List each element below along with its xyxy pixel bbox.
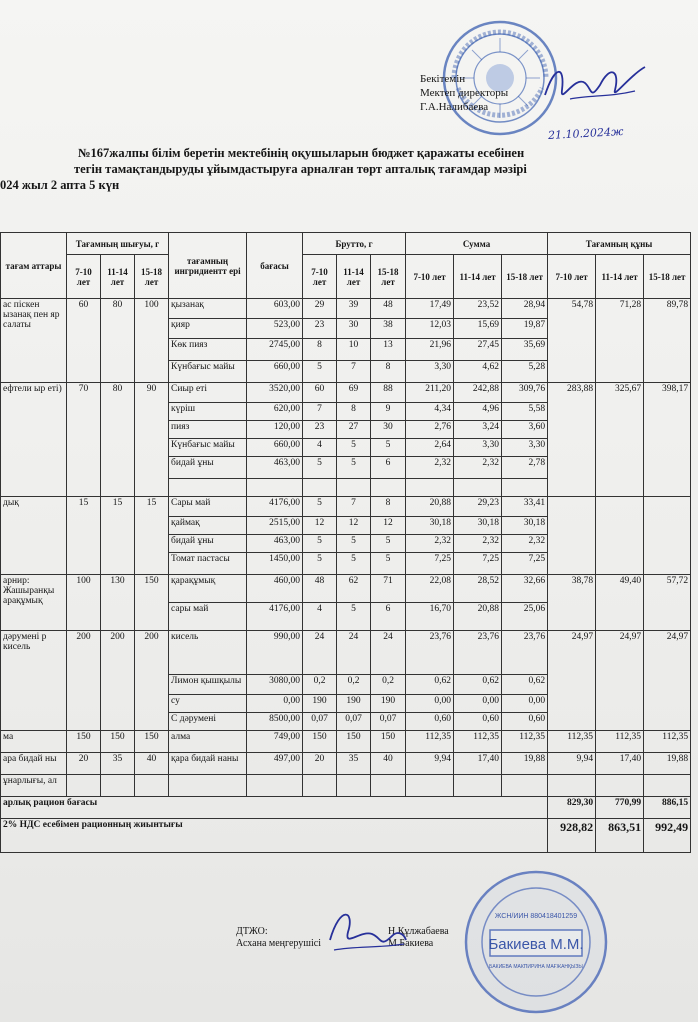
brutto-11-14: 24 xyxy=(337,631,371,675)
brutto-7-10: 5 xyxy=(303,457,337,479)
ingredient-name: С дәрумені xyxy=(169,713,247,731)
header-portion: Тағамның шығуы, г xyxy=(67,233,169,255)
cost-11-14: 17,40 xyxy=(596,753,644,775)
sum-7-10: 112,35 xyxy=(406,731,454,753)
sum-11-14: 15,69 xyxy=(454,319,502,339)
header-portion-age2: 11-14 лет xyxy=(101,255,135,299)
portion-11-14: 15 xyxy=(101,497,135,575)
brutto-11-14: 35 xyxy=(337,753,371,775)
brutto-11-14: 8 xyxy=(337,403,371,421)
sum-11-14: 7,25 xyxy=(454,553,502,575)
portion-7-10 xyxy=(67,775,101,797)
dish-name: ұнарлығы, ал xyxy=(1,775,67,797)
brutto-7-10: 0,2 xyxy=(303,675,337,695)
ingredient-name: Күнбағыс майы xyxy=(169,361,247,383)
ingredient-name: қаймақ xyxy=(169,517,247,535)
brutto-15-18: 6 xyxy=(371,603,406,631)
header-sum-age2: 11-14 лет xyxy=(454,255,502,299)
ingredient-price xyxy=(247,479,303,497)
brutto-15-18 xyxy=(371,479,406,497)
sum-15-18: 309,76 xyxy=(502,383,548,403)
signature-left-1: ДТЖО: xyxy=(236,926,268,937)
header-sum-age1: 7-10 лет xyxy=(406,255,454,299)
menu-row xyxy=(1,497,691,517)
sum-11-14: 29,23 xyxy=(454,497,502,517)
signature-left-2: Асхана меңгерушісі xyxy=(236,938,321,949)
sum-11-14: 27,45 xyxy=(454,339,502,361)
ingredient-name: Күнбағыс майы xyxy=(169,439,247,457)
ingredient-price: 460,00 xyxy=(247,575,303,603)
brutto-11-14: 10 xyxy=(337,339,371,361)
cost-7-10: 283,88 xyxy=(548,383,596,497)
sum-15-18 xyxy=(502,775,548,797)
portion-7-10: 60 xyxy=(67,299,101,383)
ingredient-price xyxy=(247,775,303,797)
ingredient-name: күріш xyxy=(169,403,247,421)
sum-11-14: 0,62 xyxy=(454,675,502,695)
cost-15-18 xyxy=(644,497,691,575)
cost-7-10: 54,78 xyxy=(548,299,596,383)
portion-15-18: 150 xyxy=(135,731,169,753)
sum-11-14 xyxy=(454,479,502,497)
portion-7-10: 100 xyxy=(67,575,101,631)
header-cost: Тағамның құны xyxy=(548,233,691,255)
brutto-11-14: 150 xyxy=(337,731,371,753)
brutto-7-10: 29 xyxy=(303,299,337,319)
sum-15-18: 5,58 xyxy=(502,403,548,421)
header-cost-age3: 15-18 лет xyxy=(644,255,691,299)
ingredient-name: су xyxy=(169,695,247,713)
header-sum-age3: 15-18 лет xyxy=(502,255,548,299)
portion-11-14: 150 xyxy=(101,731,135,753)
signature-left xyxy=(236,926,321,950)
approval-line-1: Бекітемін xyxy=(420,73,466,85)
sum-7-10: 21,96 xyxy=(406,339,454,361)
sum-7-10: 7,25 xyxy=(406,553,454,575)
sum-11-14: 3,30 xyxy=(454,439,502,457)
ingredient-price: 0,00 xyxy=(247,695,303,713)
brutto-15-18: 8 xyxy=(371,497,406,517)
portion-11-14: 200 xyxy=(101,631,135,731)
menu-row xyxy=(1,731,691,753)
ingredient-price: 463,00 xyxy=(247,535,303,553)
header-brutto-age3: 15-18 лет xyxy=(371,255,406,299)
portion-11-14: 35 xyxy=(101,753,135,775)
sum-15-18: 5,28 xyxy=(502,361,548,383)
brutto-7-10: 190 xyxy=(303,695,337,713)
ingredient-name: Сары май xyxy=(169,497,247,517)
brutto-15-18: 88 xyxy=(371,383,406,403)
approval-date: 21.10.2024ж xyxy=(547,125,624,142)
ration-total-2: 770,99 xyxy=(596,797,644,819)
ration-total-label: арлық рацион бағасы xyxy=(1,797,548,819)
sum-15-18 xyxy=(502,479,548,497)
dish-name: ма xyxy=(1,731,67,753)
brutto-15-18: 5 xyxy=(371,553,406,575)
brutto-15-18: 24 xyxy=(371,631,406,675)
header-portion-age3: 15-18 лет xyxy=(135,255,169,299)
dish-name: дәрумені р кисель xyxy=(1,631,67,731)
sum-11-14: 23,76 xyxy=(454,631,502,675)
sum-7-10: 2,32 xyxy=(406,535,454,553)
brutto-15-18: 30 xyxy=(371,421,406,439)
sum-11-14: 2,32 xyxy=(454,457,502,479)
ingredient-price: 990,00 xyxy=(247,631,303,675)
brutto-11-14: 12 xyxy=(337,517,371,535)
brutto-15-18: 190 xyxy=(371,695,406,713)
brutto-11-14: 30 xyxy=(337,319,371,339)
cost-7-10 xyxy=(548,775,596,797)
sum-7-10: 2,32 xyxy=(406,457,454,479)
ingredient-price: 2745,00 xyxy=(247,339,303,361)
sum-11-14: 0,60 xyxy=(454,713,502,731)
brutto-15-18: 13 xyxy=(371,339,406,361)
ingredient-price: 523,00 xyxy=(247,319,303,339)
brutto-7-10: 5 xyxy=(303,535,337,553)
canteen-stamp xyxy=(462,868,610,1016)
portion-15-18: 200 xyxy=(135,631,169,731)
dish-name: ефтели ыр еті) xyxy=(1,383,67,497)
page-title xyxy=(0,145,698,193)
brutto-15-18: 150 xyxy=(371,731,406,753)
brutto-15-18: 5 xyxy=(371,535,406,553)
sum-11-14: 2,32 xyxy=(454,535,502,553)
header-portion-age1: 7-10 лет xyxy=(67,255,101,299)
ingredient-name: қияр xyxy=(169,319,247,339)
header-cost-age1: 7-10 лет xyxy=(548,255,596,299)
header-sum: Сумма xyxy=(406,233,548,255)
brutto-11-14: 27 xyxy=(337,421,371,439)
brutto-11-14: 39 xyxy=(337,299,371,319)
brutto-11-14: 5 xyxy=(337,535,371,553)
cost-7-10: 9,94 xyxy=(548,753,596,775)
sum-7-10: 12,03 xyxy=(406,319,454,339)
brutto-7-10 xyxy=(303,775,337,797)
sum-15-18: 3,30 xyxy=(502,439,548,457)
sum-7-10: 2,64 xyxy=(406,439,454,457)
brutto-11-14: 69 xyxy=(337,383,371,403)
header-brutto: Брутто, г xyxy=(303,233,406,255)
ingredient-name: бидай ұны xyxy=(169,535,247,553)
sum-15-18: 32,66 xyxy=(502,575,548,603)
stamp-sub: БАКИЕВА МАКПИРИНА МАҒЖАНҚЫЗЫ xyxy=(489,964,583,970)
title-line-3: 024 жыл 2 апта 5 күн xyxy=(0,178,120,192)
dish-name: дық xyxy=(1,497,67,575)
cost-15-18: 24,97 xyxy=(644,631,691,731)
brutto-11-14: 0,07 xyxy=(337,713,371,731)
brutto-15-18: 8 xyxy=(371,361,406,383)
ingredient-price: 3080,00 xyxy=(247,675,303,695)
ingredient-price: 4176,00 xyxy=(247,603,303,631)
sum-15-18: 7,25 xyxy=(502,553,548,575)
sum-7-10: 211,20 xyxy=(406,383,454,403)
ingredient-price: 463,00 xyxy=(247,457,303,479)
brutto-7-10: 7 xyxy=(303,403,337,421)
menu-row xyxy=(1,775,691,797)
cost-11-14: 49,40 xyxy=(596,575,644,631)
ingredient-name xyxy=(169,775,247,797)
menu-row xyxy=(1,753,691,775)
sum-11-14: 30,18 xyxy=(454,517,502,535)
portion-11-14: 80 xyxy=(101,383,135,497)
sum-15-18: 3,60 xyxy=(502,421,548,439)
menu-row xyxy=(1,631,691,675)
brutto-11-14: 0,2 xyxy=(337,675,371,695)
sum-7-10: 4,34 xyxy=(406,403,454,421)
brutto-11-14: 7 xyxy=(337,497,371,517)
sum-7-10: 20,88 xyxy=(406,497,454,517)
brutto-11-14: 5 xyxy=(337,553,371,575)
portion-7-10: 15 xyxy=(67,497,101,575)
ingredient-name: Сиыр еті xyxy=(169,383,247,403)
sum-7-10: 17,49 xyxy=(406,299,454,319)
title-line-2: тегін тамақтандыруды ұйымдастыруға арналған төрт апталық тағамдар мәзірі xyxy=(74,162,527,176)
sum-15-18: 28,94 xyxy=(502,299,548,319)
sum-7-10: 16,70 xyxy=(406,603,454,631)
header-cost-age2: 11-14 лет xyxy=(596,255,644,299)
sum-7-10: 22,08 xyxy=(406,575,454,603)
ingredient-price: 660,00 xyxy=(247,439,303,457)
sum-7-10: 9,94 xyxy=(406,753,454,775)
brutto-7-10: 48 xyxy=(303,575,337,603)
stamp-inn: ЖСН/ИИН 880418401259 xyxy=(494,913,578,920)
sum-11-14: 17,40 xyxy=(454,753,502,775)
header-brutto-age2: 11-14 лет xyxy=(337,255,371,299)
signature-right-1: Н.Құлжабаева xyxy=(388,926,449,937)
cost-11-14 xyxy=(596,497,644,575)
brutto-15-18: 38 xyxy=(371,319,406,339)
sum-7-10: 0,60 xyxy=(406,713,454,731)
ingredient-name: сары май xyxy=(169,603,247,631)
dish-name: ас піскен ызанақ пен яр салаты xyxy=(1,299,67,383)
ingredient-price: 8500,00 xyxy=(247,713,303,731)
portion-15-18: 15 xyxy=(135,497,169,575)
brutto-15-18 xyxy=(371,775,406,797)
ration-total-1: 829,30 xyxy=(548,797,596,819)
sum-11-14: 3,24 xyxy=(454,421,502,439)
menu-row xyxy=(1,383,691,403)
sum-11-14: 4,62 xyxy=(454,361,502,383)
ingredient-name xyxy=(169,479,247,497)
cost-11-14: 24,97 xyxy=(596,631,644,731)
ingredient-price: 2515,00 xyxy=(247,517,303,535)
stamp-name: Бакиева М.М. xyxy=(488,936,584,953)
header-ingredient: тағамның ингридиентт ері xyxy=(169,233,247,299)
brutto-15-18: 71 xyxy=(371,575,406,603)
sum-7-10: 2,76 xyxy=(406,421,454,439)
cost-7-10: 38,78 xyxy=(548,575,596,631)
ingredient-name: Томат пастасы xyxy=(169,553,247,575)
director-signature xyxy=(540,55,650,115)
sum-7-10 xyxy=(406,775,454,797)
portion-7-10: 20 xyxy=(67,753,101,775)
vat-total-2: 863,51 xyxy=(596,819,644,853)
portion-15-18: 90 xyxy=(135,383,169,497)
ingredient-price: 4176,00 xyxy=(247,497,303,517)
sum-15-18: 112,35 xyxy=(502,731,548,753)
ingredient-name: пияз xyxy=(169,421,247,439)
brutto-7-10: 4 xyxy=(303,439,337,457)
brutto-15-18: 5 xyxy=(371,439,406,457)
cost-15-18: 89,78 xyxy=(644,299,691,383)
portion-7-10: 150 xyxy=(67,731,101,753)
brutto-7-10: 5 xyxy=(303,497,337,517)
portion-7-10: 200 xyxy=(67,631,101,731)
ingredient-name: қызанақ xyxy=(169,299,247,319)
cost-11-14: 71,28 xyxy=(596,299,644,383)
signature-right-2: М.Бакиева xyxy=(388,938,434,949)
ingredient-name: қарақұмық xyxy=(169,575,247,603)
ingredient-price: 749,00 xyxy=(247,731,303,753)
sum-15-18: 19,87 xyxy=(502,319,548,339)
brutto-7-10: 4 xyxy=(303,603,337,631)
dish-name: арнир: Жашыранқы арақұмық xyxy=(1,575,67,631)
menu-row xyxy=(1,575,691,603)
sum-7-10: 3,30 xyxy=(406,361,454,383)
sum-11-14: 20,88 xyxy=(454,603,502,631)
cost-11-14 xyxy=(596,775,644,797)
portion-15-18: 100 xyxy=(135,299,169,383)
ingredient-price: 497,00 xyxy=(247,753,303,775)
ingredient-price: 120,00 xyxy=(247,421,303,439)
ingredient-name: бидай ұны xyxy=(169,457,247,479)
sum-11-14: 23,52 xyxy=(454,299,502,319)
cost-15-18: 19,88 xyxy=(644,753,691,775)
sum-15-18: 0,00 xyxy=(502,695,548,713)
sum-7-10 xyxy=(406,479,454,497)
sum-15-18: 35,69 xyxy=(502,339,548,361)
sum-15-18: 0,62 xyxy=(502,675,548,695)
cost-7-10: 112,35 xyxy=(548,731,596,753)
approval-line-2: Мектеп директоры xyxy=(420,87,509,99)
brutto-7-10: 23 xyxy=(303,319,337,339)
sum-11-14: 4,96 xyxy=(454,403,502,421)
brutto-15-18: 9 xyxy=(371,403,406,421)
brutto-7-10: 24 xyxy=(303,631,337,675)
brutto-15-18: 40 xyxy=(371,753,406,775)
sum-11-14: 112,35 xyxy=(454,731,502,753)
brutto-11-14: 5 xyxy=(337,457,371,479)
brutto-7-10: 60 xyxy=(303,383,337,403)
cost-15-18: 112,35 xyxy=(644,731,691,753)
sum-7-10: 23,76 xyxy=(406,631,454,675)
sum-11-14 xyxy=(454,775,502,797)
brutto-7-10: 5 xyxy=(303,361,337,383)
vat-total-1: 928,82 xyxy=(548,819,596,853)
sum-11-14: 0,00 xyxy=(454,695,502,713)
header-dish: тағам аттары xyxy=(1,233,67,299)
brutto-7-10: 20 xyxy=(303,753,337,775)
canteen-manager-signature xyxy=(320,900,410,960)
sum-11-14: 242,88 xyxy=(454,383,502,403)
cost-7-10: 24,97 xyxy=(548,631,596,731)
approval-block xyxy=(420,72,508,114)
cost-15-18: 57,72 xyxy=(644,575,691,631)
brutto-7-10: 8 xyxy=(303,339,337,361)
sum-15-18: 33,41 xyxy=(502,497,548,517)
ingredient-price: 620,00 xyxy=(247,403,303,421)
sum-15-18: 19,88 xyxy=(502,753,548,775)
header-brutto-age1: 7-10 лет xyxy=(303,255,337,299)
portion-11-14 xyxy=(101,775,135,797)
dish-name: ара бидай ны xyxy=(1,753,67,775)
ingredient-name: алма xyxy=(169,731,247,753)
ingredient-price: 1450,00 xyxy=(247,553,303,575)
sum-15-18: 25,06 xyxy=(502,603,548,631)
sum-7-10: 0,00 xyxy=(406,695,454,713)
brutto-15-18: 48 xyxy=(371,299,406,319)
cost-15-18: 398,17 xyxy=(644,383,691,497)
cost-7-10 xyxy=(548,497,596,575)
sum-15-18: 30,18 xyxy=(502,517,548,535)
brutto-7-10: 12 xyxy=(303,517,337,535)
portion-7-10: 70 xyxy=(67,383,101,497)
ingredient-name: Лимон қышқылы xyxy=(169,675,247,695)
cost-11-14: 325,67 xyxy=(596,383,644,497)
brutto-15-18: 0,2 xyxy=(371,675,406,695)
vat-total-label: 2% НДС есебімен рационның жиынтығы xyxy=(1,819,548,853)
brutto-7-10: 150 xyxy=(303,731,337,753)
vat-total-3: 992,49 xyxy=(644,819,691,853)
brutto-15-18: 6 xyxy=(371,457,406,479)
portion-15-18 xyxy=(135,775,169,797)
vat-total-row xyxy=(1,819,691,853)
ingredient-price: 3520,00 xyxy=(247,383,303,403)
sum-7-10: 30,18 xyxy=(406,517,454,535)
sum-7-10: 0,62 xyxy=(406,675,454,695)
sum-11-14: 28,52 xyxy=(454,575,502,603)
ingredient-name: Көк пияз xyxy=(169,339,247,361)
brutto-11-14: 62 xyxy=(337,575,371,603)
brutto-11-14: 5 xyxy=(337,439,371,457)
sum-15-18: 2,32 xyxy=(502,535,548,553)
ration-total-row xyxy=(1,797,691,819)
brutto-11-14: 5 xyxy=(337,603,371,631)
brutto-15-18: 0,07 xyxy=(371,713,406,731)
ingredient-name: кисель xyxy=(169,631,247,675)
ingredient-price: 660,00 xyxy=(247,361,303,383)
sum-15-18: 2,78 xyxy=(502,457,548,479)
ingredient-name: қара бидай наны xyxy=(169,753,247,775)
brutto-11-14 xyxy=(337,479,371,497)
portion-15-18: 40 xyxy=(135,753,169,775)
cost-11-14: 112,35 xyxy=(596,731,644,753)
brutto-7-10 xyxy=(303,479,337,497)
portion-11-14: 130 xyxy=(101,575,135,631)
ration-total-3: 886,15 xyxy=(644,797,691,819)
portion-15-18: 150 xyxy=(135,575,169,631)
ingredient-price: 603,00 xyxy=(247,299,303,319)
brutto-7-10: 5 xyxy=(303,553,337,575)
cost-15-18 xyxy=(644,775,691,797)
menu-row xyxy=(1,299,691,319)
approval-line-3: Г.А.Налибаева xyxy=(420,101,489,113)
brutto-11-14: 7 xyxy=(337,361,371,383)
title-line-1: №167жалпы білім беретін мектебінің оқушыларын бюджет қаражаты есебінен xyxy=(78,146,525,160)
brutto-11-14 xyxy=(337,775,371,797)
portion-11-14: 80 xyxy=(101,299,135,383)
brutto-7-10: 23 xyxy=(303,421,337,439)
brutto-7-10: 0,07 xyxy=(303,713,337,731)
sum-15-18: 0,60 xyxy=(502,713,548,731)
brutto-15-18: 12 xyxy=(371,517,406,535)
sum-15-18: 23,76 xyxy=(502,631,548,675)
menu-table xyxy=(0,232,691,853)
brutto-11-14: 190 xyxy=(337,695,371,713)
header-price: бағасы xyxy=(247,233,303,299)
